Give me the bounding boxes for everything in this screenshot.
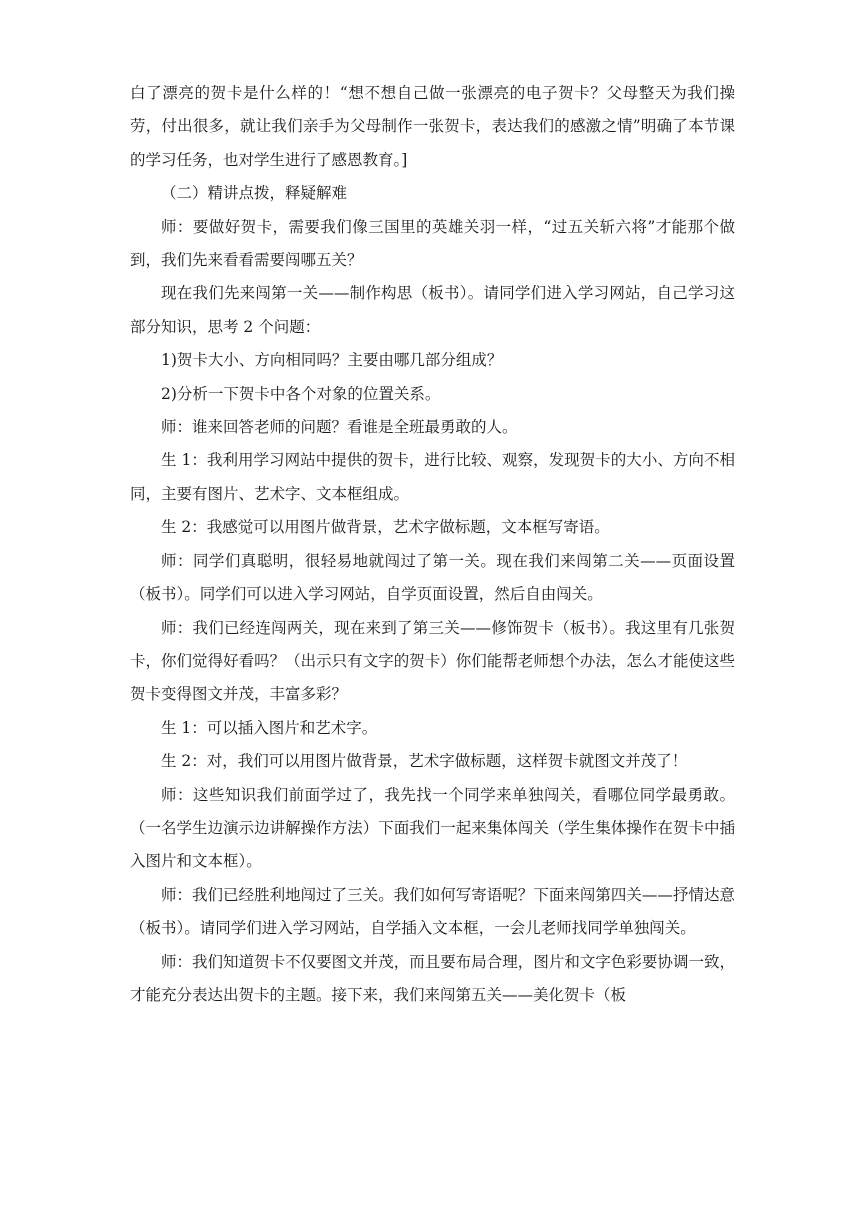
paragraph: 生 1：可以插入图片和艺术字。 [161, 718, 378, 737]
paragraph: 生 2：对，我们可以用图片做背景，艺术字做标题，这样贺卡就图文并茂了！ [161, 752, 688, 771]
paragraph: 师：我们知道贺卡不仅要图文并茂，而且要布局合理，图片和文字色彩要协调一致，才能充分表达出贺卡的主题。接下来，我们来闯第五关——美化贺卡（板 [130, 952, 735, 1004]
paragraph: 现在我们先来闯第一关——制作构思（板书）。请同学们进入学习网站，自己学习这部分知识，思考 2 个问题： [130, 284, 735, 336]
list-item: 1)贺卡大小、方向相同吗？主要由哪几部分组成？ [161, 351, 503, 370]
paragraph: 生 1：我利用学习网站中提供的贺卡，进行比较、观察，发现贺卡的大小、方向不相同，主要有图片、艺术字、文本框组成。 [130, 451, 735, 503]
paragraph: 师：要做好贺卡，需要我们像三国里的英雄关羽一样，“过五关斩六将”才能那个做到，我们先来看看需要闯哪五关？ [130, 217, 735, 270]
paragraph: 白了漂亮的贺卡是什么样的！“想不想自己做一张漂亮的电子贺卡？父母整天为我们操劳，付出很多，就让我们亲手为父母制作一张贺卡，表达我们的感激之情”明确了本节课的学习任务，也对学生进行了感恩教育。] [130, 84, 735, 169]
paragraph: 生 2：我感觉可以用图片做背景，艺术字做标题，文本框写寄语。 [161, 518, 610, 537]
paragraph: 师：同学们真聪明，很轻易地就闯过了第一关。现在我们来闯第二关——页面设置（板书）。同学们可以进入学习网站，自学页面设置，然后自由闯关。 [130, 551, 735, 604]
list-item: 2)分析一下贺卡中各个对象的位置关系。 [161, 384, 441, 403]
document-page [130, 77, 735, 1012]
paragraph: 师：我们已经胜利地闯过了三关。我们如何写寄语呢？下面来闯第四关——抒情达意（板书）。请同学们进入学习网站，自学插入文本框，一会儿老师找同学单独闯关。 [130, 885, 735, 938]
paragraph: 师：谁来回答老师的问题？看谁是全班最勇敢的人。 [161, 418, 518, 437]
paragraph: 师：这些知识我们前面学过了，我先找一个同学来单独闯关，看哪位同学最勇敢。（一名学生边演示边讲解操作方法）下面我们一起来集体闯关（学生集体操作在贺卡中插入图片和文本框）。 [130, 785, 735, 871]
section-heading: （二）精讲点拨，释疑解难 [161, 184, 348, 203]
paragraph: 师：我们已经连闯两关，现在来到了第三关——修饰贺卡（板书）。我这里有几张贺卡，你们觉得好看吗？（出示只有文字的贺卡）你们能帮老师想个办法，怎么才能使这些贺卡变得图文并茂，丰富多彩？ [130, 618, 735, 704]
